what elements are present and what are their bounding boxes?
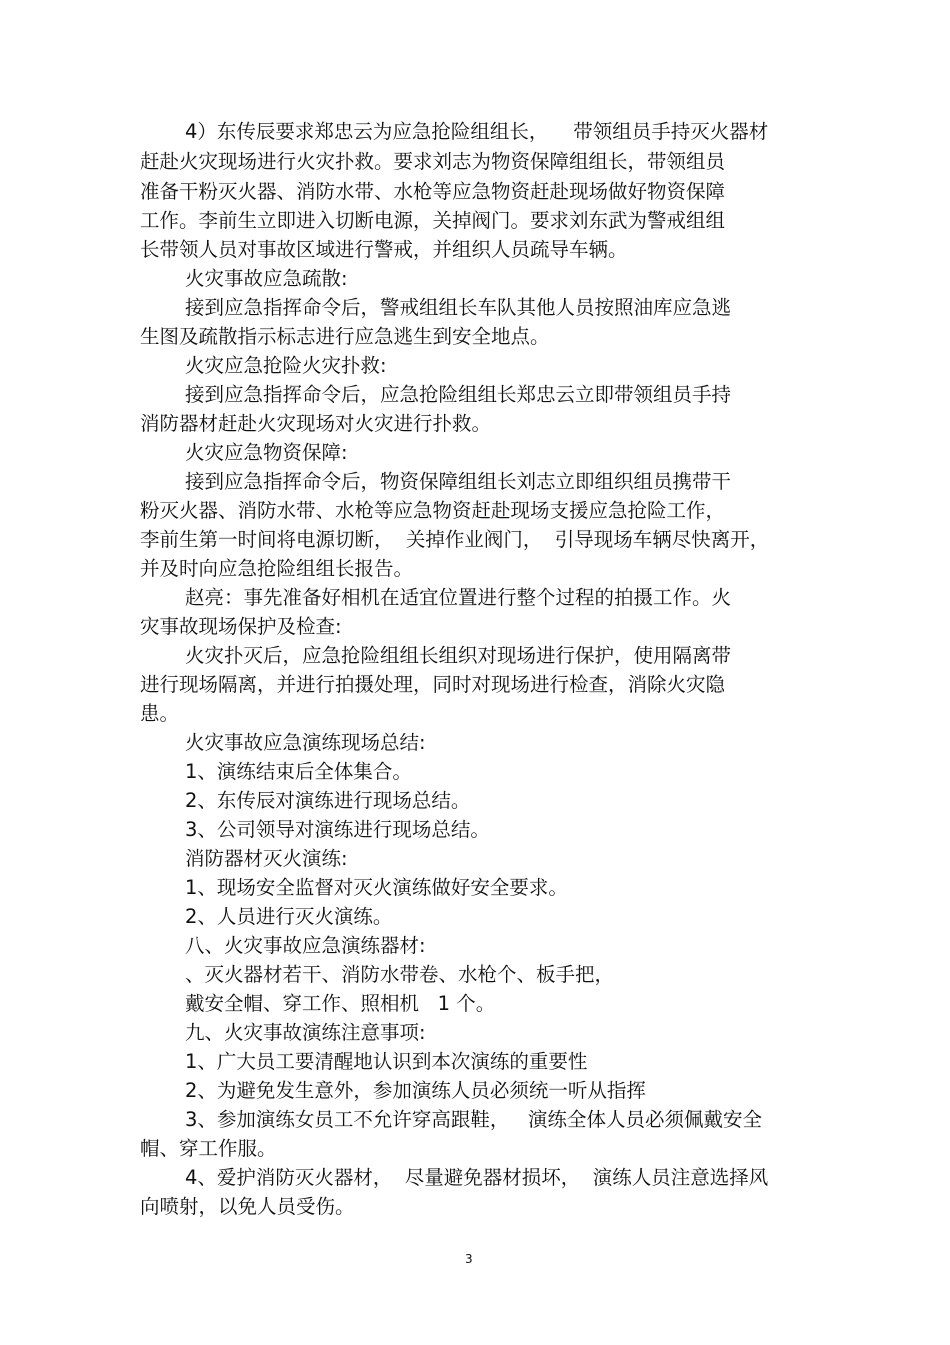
list-item: 4、爱护消防灭火器材， 尽量避免器材损坏， 演练人员注意选择风 — [185, 1166, 769, 1189]
text-line: 、灭火器材若干、消防水带卷、水枪个、板手把， — [185, 963, 615, 986]
list-item: 1、现场安全监督对灭火演练做好安全要求。 — [185, 876, 568, 899]
text-line: 李前生第一时间将电源切断， 关掉作业阀门， 引导现场车辆尽快离开， — [140, 528, 770, 551]
text-line: 接到应急指挥命令后，应急抢险组组长郑忠云立即带领组员手持 — [185, 383, 732, 406]
text-line: 赶赴火灾现场进行火灾扑救。要求刘志为物资保障组组长，带领组员 — [140, 150, 726, 173]
text-line: 灾事故现场保护及检查: — [140, 615, 342, 638]
text-line: 准备干粉灭火器、消防水带、水枪等应急物资赶赴现场做好物资保障 — [140, 180, 726, 203]
section-heading: 消防器材灭火演练: — [185, 847, 348, 870]
text-line: 工作。李前生立即进入切断电源，关掉阀门。要求刘东武为警戒组组 — [140, 209, 726, 232]
text-line: 并及时向应急抢险组组长报告。 — [140, 557, 414, 580]
text-line: 戴安全帽、穿工作、照相机 1 个。 — [185, 992, 496, 1015]
section-heading: 九、火灾事故演练注意事项: — [185, 1021, 426, 1044]
page-number: 3 — [465, 1252, 473, 1266]
list-item: 1、演练结束后全体集合。 — [185, 760, 412, 783]
text-line: 接到应急指挥命令后，物资保障组组长刘志立即组织组员携带干 — [185, 470, 732, 493]
section-heading: 火灾应急抢险火灾扑救: — [185, 354, 387, 377]
section-heading: 火灾应急物资保障: — [185, 441, 348, 464]
text-line: 赵亮：事先准备好相机在适宜位置进行整个过程的拍摄工作。火 — [185, 586, 732, 609]
text-line: 火灾扑灭后，应急抢险组组长组织对现场进行保护，使用隔离带 — [185, 644, 732, 667]
list-item: 3、公司领导对演练进行现场总结。 — [185, 818, 490, 841]
list-item: 1、广大员工要清醒地认识到本次演练的重要性 — [185, 1050, 588, 1073]
text-line: 生图及疏散指示标志进行应急逃生到安全地点。 — [140, 325, 550, 348]
text-line: 消防器材赶赴火灾现场对火灾进行扑救。 — [140, 412, 492, 435]
section-heading: 八、火灾事故应急演练器材: — [185, 934, 426, 957]
list-item: 2、人员进行灭火演练。 — [185, 905, 393, 928]
list-item: 2、为避免发生意外，参加演练人员必须统一听从指挥 — [185, 1079, 646, 1102]
text-line: 4）东传辰要求郑忠云为应急抢险组组长， 带领组员手持灭火器材 — [185, 120, 769, 143]
text-line: 帽、穿工作服。 — [140, 1137, 277, 1160]
list-item: 3、参加演练女员工不允许穿高跟鞋， 演练全体人员必须佩戴安全 — [185, 1108, 763, 1131]
section-heading: 火灾事故应急演练现场总结: — [185, 731, 426, 754]
text-line: 患。 — [140, 702, 180, 725]
section-heading: 火灾事故应急疏散: — [185, 267, 348, 290]
list-item: 2、东传辰对演练进行现场总结。 — [185, 789, 471, 812]
text-line: 粉灭火器、消防水带、水枪等应急物资赶赴现场支援应急抢险工作， — [140, 499, 726, 522]
text-line: 接到应急指挥命令后，警戒组组长车队其他人员按照油库应急逃 — [185, 296, 732, 319]
text-line: 进行现场隔离，并进行拍摄处理，同时对现场进行检查，消除火灾隐 — [140, 673, 726, 696]
text-line: 长带领人员对事故区域进行警戒，并组织人员疏导车辆。 — [140, 238, 628, 261]
text-line: 向喷射，以免人员受伤。 — [140, 1195, 355, 1218]
